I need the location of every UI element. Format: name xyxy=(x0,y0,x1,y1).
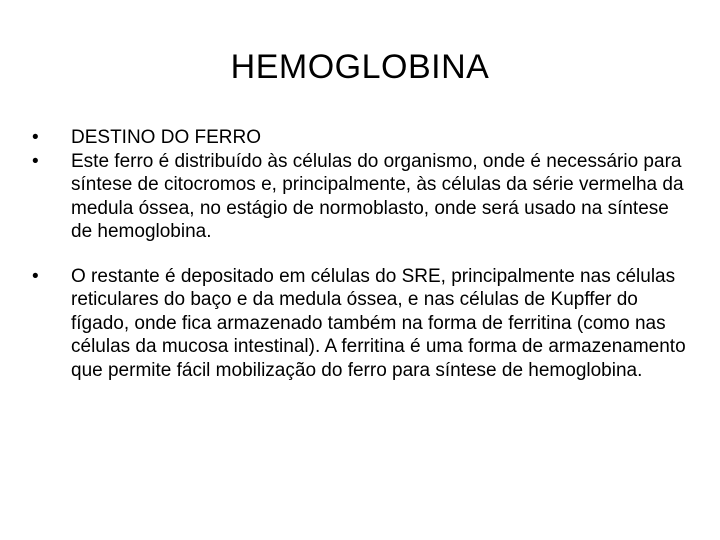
bullet-item-destino xyxy=(32,126,692,150)
bullet-dot-icon: • xyxy=(32,150,39,172)
slide-title: HEMOGLOBINA xyxy=(230,48,490,86)
bullet-text: O restante é depositado em células do SRE, principalmente nas células reticulares do baço e da medula óssea, e nas células de Kupffer do fígado, onde fica armazenado também na forma de ferritina (como nas células da mucosa intestinal). A ferritina é uma forma de armazenamento que permite fácil mobilização do ferro para síntese de hemoglobina. xyxy=(71,265,686,381)
bullet-text: Este ferro é distribuído às células do organismo, onde é necessário para síntese de citocromos e, principalmente, às células da série vermelha da medula óssea, no estágio de normoblasto, onde será usado na síntese de hemoglobina. xyxy=(71,150,684,242)
bullet-text: DESTINO DO FERRO xyxy=(71,127,262,148)
bullet-dot-icon: • xyxy=(32,127,39,148)
bullet-item-distribuicao xyxy=(32,150,692,244)
bullet-item-deposito xyxy=(32,265,692,383)
bullet-dot-icon: • xyxy=(32,265,39,287)
bullet-list xyxy=(32,126,692,382)
